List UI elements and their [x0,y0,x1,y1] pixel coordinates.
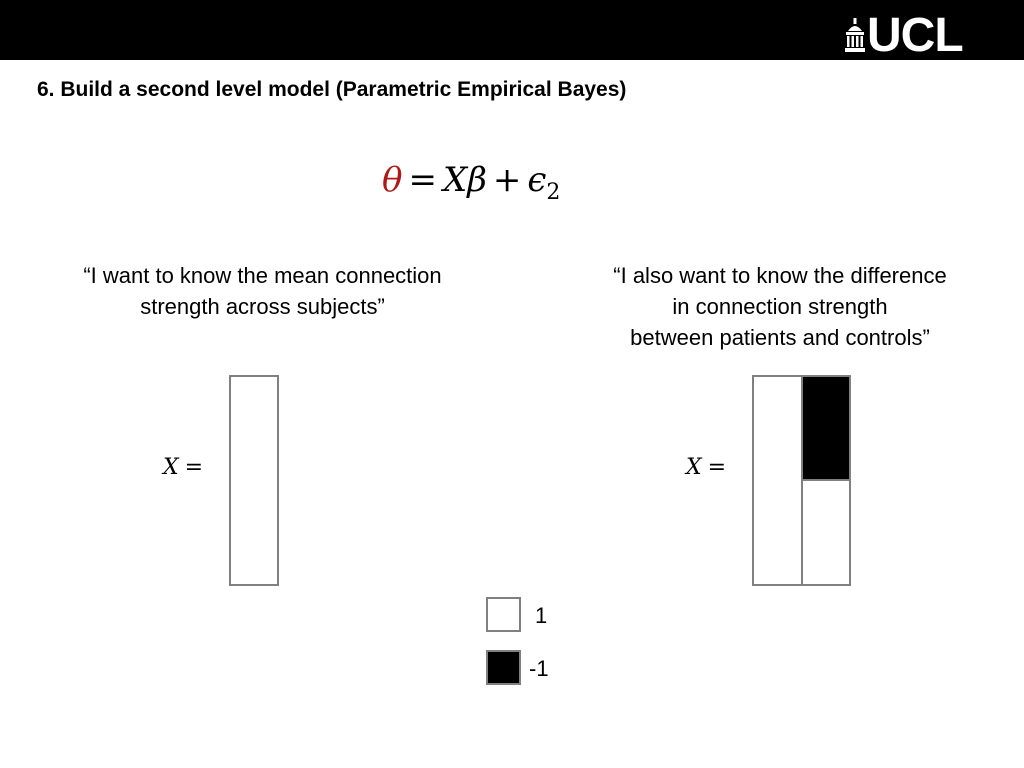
left-quote-line: “I want to know the mean connection [83,263,442,288]
legend-label-one: 1 [535,603,548,628]
right-matrix-col1-ones [752,375,803,586]
header-bar [0,0,1024,60]
right-matrix-col2-neg-one [801,375,851,482]
legend-label-neg-one: -1 [529,656,549,681]
equation-beta: β [467,160,487,200]
left-matrix-cell-ones [229,375,279,586]
right-matrix-col2-one [801,479,851,586]
equation-theta: θ [382,160,403,200]
legend-swatch-neg-one [486,650,521,685]
left-quote-line: strength across subjects” [140,294,385,319]
right-quote-line: between patients and controls” [630,325,930,350]
equation-plus: + [492,160,522,200]
logo-text: UCL [867,9,963,62]
equation-subscript: 2 [546,179,561,205]
legend-swatch-one [486,597,521,632]
left-x-label [163,455,203,480]
equation-x: X [442,160,468,200]
x-symbol: X [163,455,179,480]
equation-epsilon: ϵ [527,160,547,200]
model-equation [382,160,560,205]
left-quote [30,260,495,322]
equation-equals: = [408,160,437,200]
portico-icon [845,18,865,52]
right-quote-line: “I also want to know the difference [613,263,947,288]
equals-symbol: = [184,455,204,480]
right-quote-line: in connection strength [672,294,888,319]
right-quote [545,260,1015,353]
right-x-label [686,455,726,480]
slide-title: 6. Build a second level model (Parametric Empirical Bayes) [37,78,627,101]
x-symbol: X [686,455,702,480]
equals-symbol: = [707,455,727,480]
